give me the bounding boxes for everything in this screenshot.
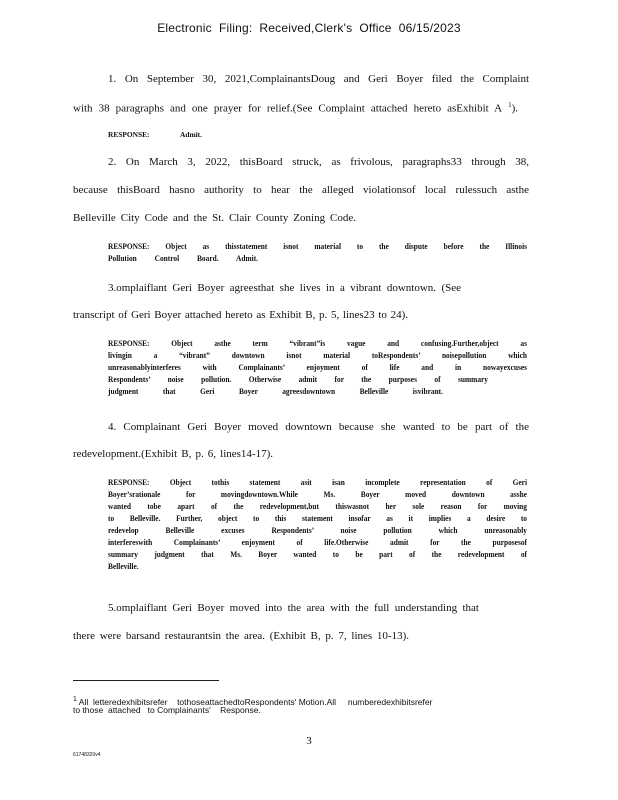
response-2-line-1: RESPONSE: Object as thisstatement isnot material to the dispute before the Illinois <box>108 241 527 252</box>
response-3-line-3: unreasonablyinterferes with Complainants’ enjoyment of life and in nowayexcuses <box>108 362 527 373</box>
paragraph-1-line-2-end: ). <box>511 102 518 115</box>
response-4-line-8: Belleville. <box>108 561 139 572</box>
paragraph-3-line-1: 3.omplaiflant Geri Boyer agreesthat she lives in a vibrant downtown. (See <box>108 282 461 294</box>
response-1-text: Admit. <box>180 130 202 139</box>
paragraph-1-line-2-text: with 38 paragraphs and one prayer for relief.(See Complaint attached hereto asExhibit A <box>73 102 503 115</box>
response-4-line-4: to Belleville. Further, object to this statement insofar as it implies a desire to <box>108 513 527 524</box>
response-4-line-5: redevelop Belleville excuses Respondents’ noise pollution which unreasonably <box>108 525 527 536</box>
response-4-line-1: RESPONSE: Object tothis statement asit isan incomplete representation of Geri <box>108 477 527 488</box>
response-3-line-2: livingin a “vibrant” downtown isnot material toRespondents’ noisepollution which <box>108 350 527 361</box>
footnote-marker: 1 <box>73 696 77 703</box>
paragraph-5-line-2: there were barsand restaurantsin the area. (Exhibit B, p. 7, lines 10-13). <box>73 630 409 642</box>
response-4-line-6: interfereswith Complainants’ enjoyment of life.Otherwise admit for the purposesof <box>108 537 527 548</box>
paragraph-3-line-2: transcript of Geri Boyer attached hereto as Exhibit B, p. 5, lines23 to 24). <box>73 309 408 321</box>
paragraph-1-line-2 <box>73 101 518 115</box>
document-id: 61748320v4 <box>73 752 101 758</box>
paragraph-2-line-1: 2. On March 3, 2022, thisBoard struck, as frivolous, paragraphs33 through 38, <box>108 156 529 168</box>
footnote-reference: 1 <box>508 101 512 109</box>
response-2-line-2: Pollution Control Board. Admit. <box>108 253 258 264</box>
response-4-line-7: summary judgment that Ms. Boyer wanted to be part of the redevelopment of <box>108 549 527 560</box>
response-1-label: RESPONSE: <box>108 130 150 139</box>
response-3-line-5: judgment that Geri Boyer agreesdowntown Belleville isvibrant. <box>108 386 443 397</box>
response-4-line-2: Boyer’srationale for movingdowntown.While Ms. Boyer moved downtown asshe <box>108 489 527 500</box>
paragraph-5-line-1: 5.omplaiflant Geri Boyer moved into the area with the full understanding that <box>108 602 479 614</box>
paragraph-4-line-1: 4. Complainant Geri Boyer moved downtown because she wanted to be part of the <box>108 421 529 433</box>
response-3-line-1: RESPONSE: Object asthe term “vibrant”is vague and confusing.Further,object as <box>108 338 527 349</box>
paragraph-2-line-3: Belleville City Code and the St. Clair County Zoning Code. <box>73 212 356 224</box>
paragraph-1-line-1: 1. On September 30, 2021,ComplainantsDoug and Geri Boyer filed the Complaint <box>108 73 529 85</box>
footnote-line-1-text: All letteredexhibitsrefer tothoseattachedtoRespondents' Motion.All numberedexhibitsrefer <box>76 696 433 707</box>
response-3-line-4: Respondents’ noise pollution. Otherwise admit for the purposes of summary <box>108 374 488 385</box>
paragraph-2-line-2: because thisBoard hasno authority to hear the alleged violationsof local rulessuch asthe <box>73 184 529 196</box>
footnote-line-2: to those attached to Complainants' Response. <box>73 705 261 715</box>
page-number: 3 <box>306 735 312 747</box>
response-4-line-3: wanted tobe apart of the redevelopment,but thiswasnot her sole reason for moving <box>108 501 527 512</box>
paragraph-4-line-2: redevelopment.(Exhibit B, p. 6, lines14-17). <box>73 448 273 460</box>
filing-header: Electronic Filing: Received,Clerk's Office 06/15/2023 <box>157 21 461 35</box>
footnote-separator <box>73 680 219 681</box>
